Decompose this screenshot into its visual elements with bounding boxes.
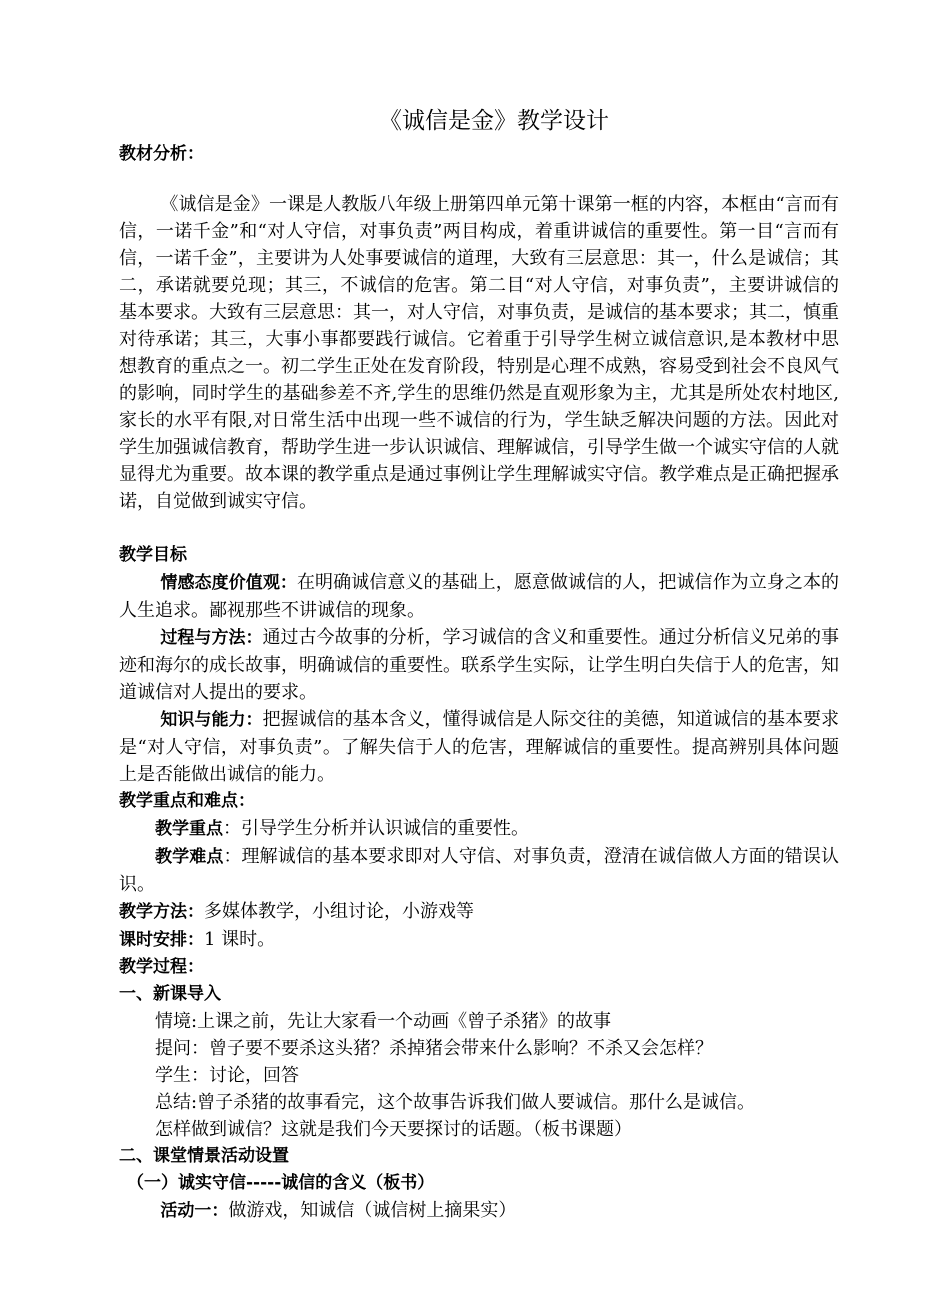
goal-process-text: 通过古今故事的分析，学习诚信的含义和重要性。通过分析信义兄弟的事迹和海尔的成长故事，明确诚信的重要性。联系学生实际，让学生明白失信于人的危害，知道诚信对人提出的要求。	[119, 627, 840, 703]
goal-emotion-text: 在明确诚信意义的基础上，愿意做诚信的人，把诚信作为立身之本的人生追求。鄙视那些不讲诚信的现象。	[119, 572, 840, 621]
goal-knowledge	[119, 706, 839, 788]
spacer	[119, 515, 839, 538]
spacer	[119, 168, 839, 191]
section2-subheading: （一）诚实守信-----诚信的含义（板书）	[127, 1173, 435, 1193]
key-focus-text: ：引导学生分析并认识诚信的重要性。	[223, 818, 529, 839]
section2-heading: 二、课堂情景活动设置	[119, 1146, 289, 1166]
section1-line: 怎样做到诚信？这就是我们今天要探讨的话题。（板书课题）	[155, 1119, 632, 1140]
section1-line: 提问：曾子要不要杀这头猪？杀掉猪会带来什么影响？不杀又会怎样？	[155, 1038, 713, 1059]
section1-heading: 一、新课导入	[119, 984, 221, 1004]
schedule-text: 1 课时。	[204, 929, 276, 950]
key-difficulty-text: ：理解诚信的基本要求即对人守信、对事负责，澄清在诚信做人方面的错误认识。	[119, 846, 840, 895]
activity-one-label: 活动一：	[160, 1201, 229, 1221]
teaching-method	[119, 898, 839, 926]
goals-heading: 教学目标	[119, 545, 187, 565]
schedule-label: 课时安排：	[119, 930, 204, 950]
document-title: 《诚信是金》教学设计	[379, 108, 609, 134]
goal-emotion	[119, 569, 839, 624]
class-schedule	[119, 926, 839, 954]
goal-knowledge-label: 知识与能力：	[160, 710, 263, 730]
goal-knowledge-text: 把握诚信的基本含义，懂得诚信是人际交往的美德，知道诚信的基本要求是“对人守信，对事负责”。了解失信于人的危害，理解诚信的重要性。提高辨别具体问题上是否能做出诚信的能力。	[119, 709, 840, 785]
key-focus-label: 教学重点	[155, 819, 223, 839]
document-page	[119, 105, 839, 1225]
section1-line: 情境:上课之前，先让大家看一个动画《曾子杀猪》的故事	[155, 1011, 612, 1032]
key-difficulty-label: 教学难点	[155, 847, 224, 867]
goal-emotion-label: 情感态度价值观：	[160, 573, 297, 593]
method-text: 多媒体教学，小组讨论，小游戏等	[204, 901, 474, 922]
section1-line: 总结:曾子杀猪的故事看完，这个故事告诉我们做人要诚信。那什么是诚信。	[155, 1092, 756, 1113]
process-heading: 教学过程：	[119, 957, 204, 977]
analysis-paragraph: 《诚信是金》一课是人教版八年级上册第四单元第十课第一框的内容，本框由“言而有信，一诺千金”和“对人守信，对事负责”两目构成，着重讲诚信的重要性。第一目“言而有信，一诺千金”，主要讲为人处事要诚信的道理，大致有三层意思：其一，什么是诚信；其二，承诺就要兑现；其三，不诚信的危害。第二目“对人守信，对事负责”，主要讲诚信的基本要求。大致有三层意思：其一，对人守信，对事负责，是诚信的基本要求；其二，慎重对待承诺；其三，大事小事都要践行诚信。它着重于引导学生树立诚信意识,是本教材中思想教育的重点之一。初二学生正处在发育阶段，特别是心理不成熟，容易受到社会不良风气的影响，同时学生的基础参差不齐,学生的思维仍然是直观形象为主，尤其是所处农村地区,家长的水平有限,对日常生活中出现一些不诚信的行为，学生缺乏解决问题的方法。因此对学生加强诚信教育，帮助学生进一步认识诚信、理解诚信，引导学生做一个诚实守信的人就显得尤为重要。故本课的教学重点是通过事例让学生理解诚实守信。教学难点是正确把握承诺，自觉做到诚实守信。	[119, 194, 839, 512]
analysis-heading: 教材分析：	[119, 144, 204, 164]
method-label: 教学方法：	[119, 902, 204, 922]
key-focus	[119, 815, 839, 843]
goal-process	[119, 624, 839, 706]
key-points-heading: 教学重点和难点：	[119, 791, 255, 811]
activity-one	[119, 1197, 839, 1225]
section1-line: 学生：讨论，回答	[155, 1065, 299, 1086]
goal-process-label: 过程与方法：	[160, 628, 263, 648]
activity-one-text: 做游戏，知诚信（诚信树上摘果实）	[228, 1200, 517, 1221]
key-difficulty	[119, 843, 839, 898]
